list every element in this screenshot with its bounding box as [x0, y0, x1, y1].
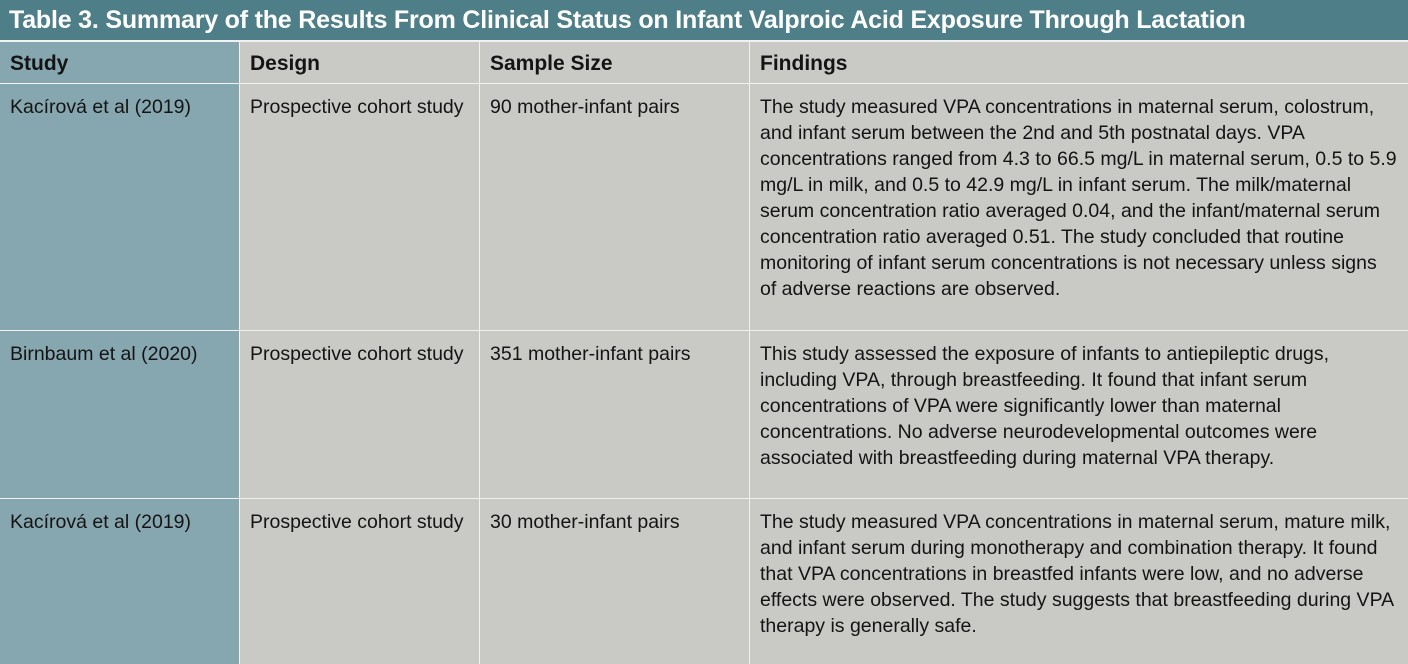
row3-findings: The study measured VPA concentrations in maternal serum, mature milk, and infant serum during monotherapy and combination therapy. It found that VPA concentrations in breastfed infants were low, and no adverse effects were observed. The study suggests that breastfeeding during VPA therapy is generally safe.: [750, 499, 1408, 664]
header-study: Study: [0, 42, 240, 84]
header-findings: Findings: [750, 42, 1408, 84]
header-design: Design: [240, 42, 480, 84]
row1-design: Prospective cohort study: [240, 84, 480, 331]
row2-design: Prospective cohort study: [240, 331, 480, 499]
row3-sample-size: 30 mother-infant pairs: [480, 499, 750, 664]
table-title: Table 3. Summary of the Results From Clinical Status on Infant Valproic Acid Exposure Through Lactation: [0, 0, 1408, 40]
table-grid: [0, 40, 1408, 664]
row1-findings: The study measured VPA concentrations in maternal serum, colostrum, and infant serum between the 2nd and 5th postnatal days. VPA concentrations ranged from 4.3 to 66.5 mg/L in maternal serum, 0.5 to 5.9 mg/L in milk, and 0.5 to 42.9 mg/L in infant serum. The milk/maternal serum concentration ratio averaged 0.04, and the infant/maternal serum concentration ratio averaged 0.51. The study concluded that routine monitoring of infant serum concentrations is not necessary unless signs of adverse reactions are observed.: [750, 84, 1408, 331]
row1-study: Kacírová et al (2019): [0, 84, 240, 331]
row2-findings: This study assessed the exposure of infants to antiepileptic drugs, including VPA, through breastfeeding. It found that infant serum concentrations of VPA were significantly lower than maternal concentrations. No adverse neurodevelopmental outcomes were associated with breastfeeding during maternal VPA therapy.: [750, 331, 1408, 499]
header-sample-size: Sample Size: [480, 42, 750, 84]
row2-sample-size: 351 mother-infant pairs: [480, 331, 750, 499]
row2-study: Birnbaum et al (2020): [0, 331, 240, 499]
row3-design: Prospective cohort study: [240, 499, 480, 664]
row1-sample-size: 90 mother-infant pairs: [480, 84, 750, 331]
row3-study: Kacírová et al (2019): [0, 499, 240, 664]
